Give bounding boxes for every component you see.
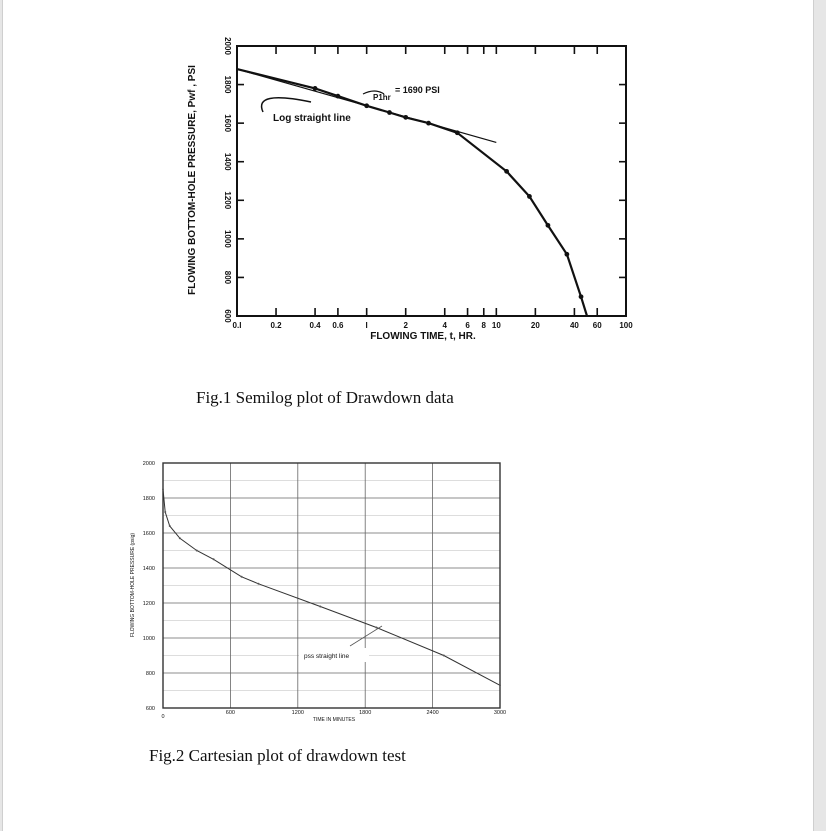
f2-x-axis-label: TIME IN MINUTES	[312, 717, 356, 723]
figure-2-caption: Fig.2 Cartesian plot of drawdown test	[149, 746, 406, 765]
f2-y-axis-label: FLOWING BOTTOM-HOLE PRESSURE (psig)	[130, 532, 136, 638]
f1-y-tick-label: 1400	[223, 152, 232, 171]
f2-data-point	[257, 583, 259, 585]
f2-x-tick-label: 0	[161, 714, 165, 720]
f1-x-tick-label: 6	[465, 321, 470, 330]
f2-x-tick-label: 2400	[426, 710, 439, 716]
f1-data-point	[455, 130, 460, 135]
f2-annotation-arrow	[350, 626, 382, 646]
document-page	[2, 0, 814, 831]
f2-data-point	[375, 627, 377, 629]
f1-x-tick-label: 40	[569, 321, 579, 330]
f1-x-tick-label: 0.I	[232, 321, 242, 330]
f1-annotation-line: Log straight line	[273, 113, 351, 124]
f1-data-point	[527, 194, 532, 199]
f2-y-tick-label: 600	[145, 706, 155, 712]
f2-y-tick-label: 1200	[142, 601, 155, 607]
f2-data-point	[213, 558, 215, 560]
f2-data-point	[241, 576, 243, 578]
f1-data-points	[313, 86, 584, 299]
f2-y-tick-label: 1400	[142, 566, 155, 572]
f1-data-point	[426, 121, 431, 126]
f2-data-point	[443, 655, 445, 657]
f1-y-tick-label: 2000	[223, 37, 232, 55]
f1-data-point	[336, 94, 341, 99]
f1-data-point	[564, 252, 569, 257]
f1-y-axis-label: FLOWING BOTTOM-HOLE PRESSURE, Pwf , PSI	[187, 65, 198, 295]
f2-data-point	[179, 537, 181, 539]
f1-data-point	[504, 169, 509, 174]
f1-x-tick-label: 0.6	[332, 321, 344, 330]
f1-data-point	[387, 110, 392, 115]
f1-p1hr-symbol: P1hr	[373, 93, 391, 102]
f1-data-point	[313, 86, 318, 91]
f1-data-point	[403, 115, 408, 120]
f2-data-point	[196, 550, 198, 552]
f2-data-point	[162, 488, 164, 490]
f1-x-tick-label: 60	[592, 321, 602, 330]
f1-y-tick-label: 1800	[223, 75, 232, 94]
f2-y-tick-label: 1000	[142, 636, 155, 642]
f2-x-tick-label: 600	[225, 710, 235, 716]
f1-x-tick-label: 0.2	[270, 321, 282, 330]
f2-y-tick-label: 2000	[142, 461, 155, 467]
f2-x-tick-label: 3000	[493, 710, 507, 716]
f2-y-tick-label: 1600	[142, 531, 155, 537]
f1-x-tick-label: 8	[481, 321, 486, 330]
f1-drawdown-curve	[237, 69, 587, 316]
f2-data-point	[164, 511, 166, 513]
f1-x-axis-label: FLOWING TIME, t, HR.	[370, 331, 476, 342]
f2-data-point	[169, 525, 171, 527]
figure-1-semilog-plot	[183, 30, 643, 360]
f1-x-tick-label: 4	[442, 321, 447, 330]
f2-data-point	[499, 684, 501, 686]
figure-1-caption: Fig.1 Semilog plot of Drawdown data	[196, 388, 454, 407]
f1-data-point	[364, 103, 369, 108]
f1-y-tick-label: 800	[223, 270, 232, 285]
f2-annotation: pss straight line	[304, 653, 350, 660]
f1-y-tick-label: 600	[223, 309, 232, 323]
f1-y-tick-label: 1600	[223, 114, 232, 133]
f1-x-tick-label: 20	[530, 321, 540, 330]
f2-x-tick-label: 1800	[359, 710, 372, 716]
f2-x-tick-label: 1200	[291, 710, 304, 716]
figure-2-cartesian-plot	[118, 455, 518, 735]
f1-data-point	[546, 223, 551, 228]
f2-data-point	[319, 606, 321, 608]
f1-x-tick-label: 0.4	[309, 321, 321, 330]
f2-grid-lines	[163, 463, 500, 708]
f1-p1hr-value: = 1690 PSI	[395, 85, 440, 95]
f1-y-tick-label: 1000	[223, 229, 232, 248]
f1-x-tick-label: I	[365, 321, 368, 330]
f1-x-tick-label: 100	[619, 321, 633, 330]
f1-y-tick-label: 1200	[223, 191, 232, 210]
f2-y-axis-ticks	[143, 461, 155, 712]
f1-x-tick-label: 10	[491, 321, 501, 330]
f2-y-tick-label: 1800	[142, 496, 155, 502]
f1-data-point	[579, 294, 584, 299]
f1-annotation-arrow	[262, 98, 311, 112]
f1-x-tick-label: 2	[403, 321, 408, 330]
f2-y-tick-label: 800	[145, 671, 155, 677]
